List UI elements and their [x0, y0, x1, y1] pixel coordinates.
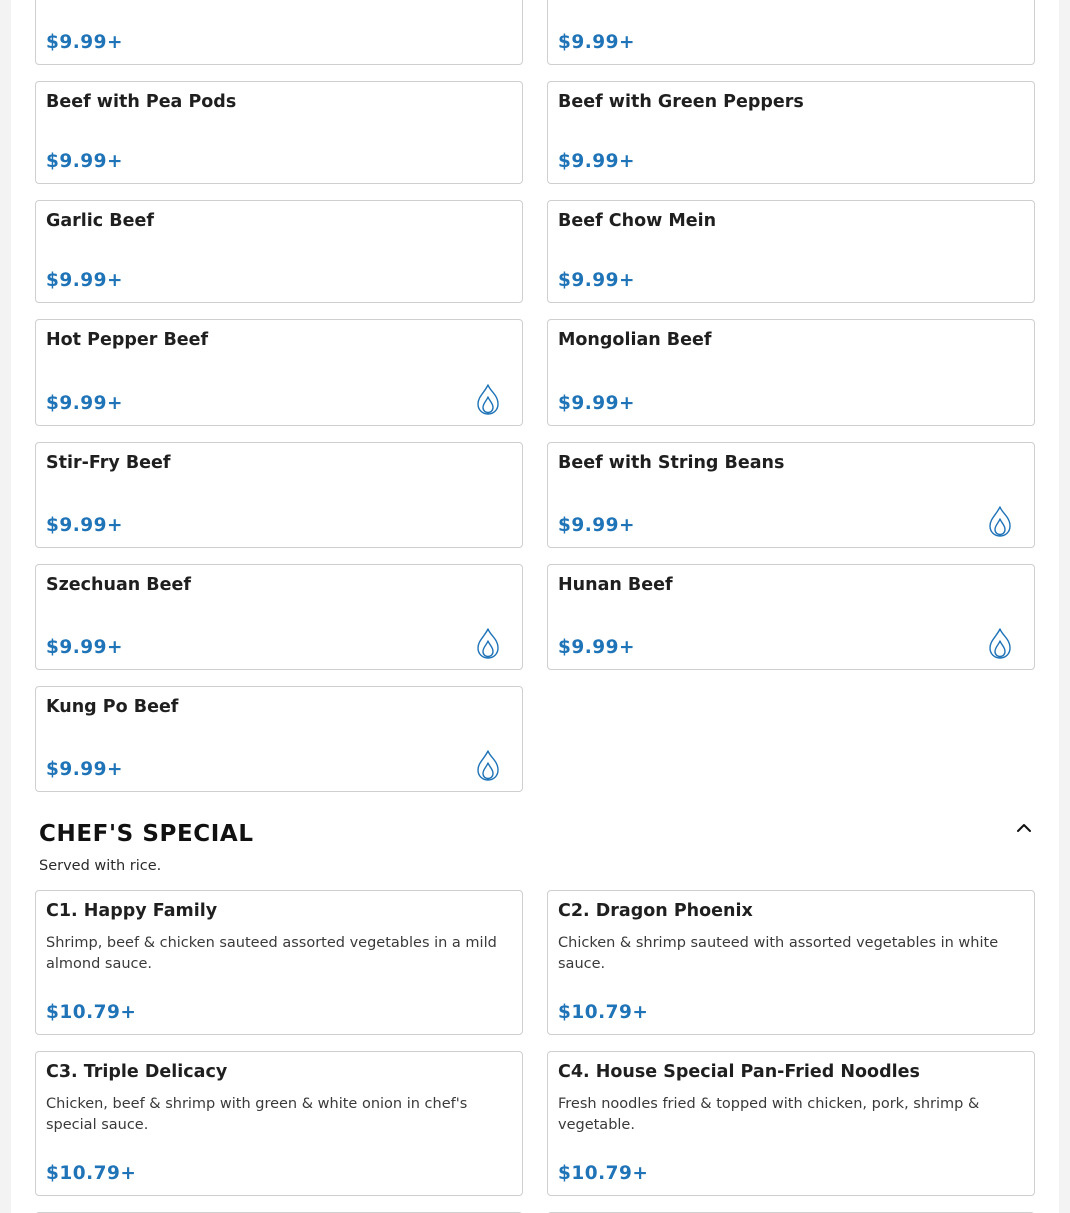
- menu-item-card[interactable]: [547, 890, 1035, 1035]
- item-name: C3. Triple Delicacy: [46, 1062, 228, 1082]
- item-name: C4. House Special Pan-Fried Noodles: [558, 1062, 920, 1082]
- menu-item-card[interactable]: [35, 1051, 523, 1196]
- item-price: $9.99+: [558, 393, 636, 414]
- item-name: Garlic Beef: [46, 211, 154, 231]
- flame-icon: [474, 749, 502, 782]
- menu-item-card[interactable]: [35, 319, 523, 426]
- item-price: $9.99+: [558, 637, 636, 658]
- menu-item-card[interactable]: [547, 442, 1035, 548]
- item-price: $9.99+: [46, 515, 124, 536]
- item-price: $10.79+: [558, 1002, 649, 1023]
- item-name: Szechuan Beef: [46, 575, 191, 595]
- flame-icon: [474, 383, 502, 416]
- menu-item-card[interactable]: [547, 81, 1035, 184]
- menu-item-card[interactable]: [547, 1051, 1035, 1196]
- item-price: $10.79+: [46, 1002, 137, 1023]
- beef-items-grid: [35, 0, 1034, 792]
- menu-item-card[interactable]: [35, 0, 523, 65]
- item-name: C1. Happy Family: [46, 901, 218, 921]
- item-description: Chicken, beef & shrimp with green & white onion in chef's special sauce.: [46, 1096, 468, 1133]
- item-price: $10.79+: [46, 1163, 137, 1184]
- item-price: $9.99+: [46, 151, 124, 172]
- item-name: Beef with Green Peppers: [558, 92, 804, 112]
- menu-item-card[interactable]: [547, 200, 1035, 303]
- item-price: $9.99+: [558, 515, 636, 536]
- section-subtitle: Served with rice.: [39, 858, 162, 874]
- item-price: $9.99+: [46, 393, 124, 414]
- chevron-up-icon[interactable]: [1014, 818, 1034, 838]
- item-name: Beef Chow Mein: [558, 211, 717, 231]
- flame-icon: [474, 627, 502, 660]
- menu-item-card[interactable]: [35, 564, 523, 670]
- item-description: Fresh noodles fried & topped with chicken, pork, shrimp & vegetable.: [558, 1096, 980, 1133]
- item-name: Hot Pepper Beef: [46, 330, 209, 350]
- menu-item-card[interactable]: [35, 890, 523, 1035]
- menu-item-card[interactable]: [547, 0, 1035, 65]
- item-price: $9.99+: [558, 270, 636, 291]
- menu-item-card[interactable]: [547, 564, 1035, 670]
- item-name: Beef with String Beans: [558, 453, 785, 473]
- item-price: $9.99+: [558, 151, 636, 172]
- menu-item-card[interactable]: [35, 442, 523, 548]
- menu-item-card[interactable]: [35, 686, 523, 792]
- item-description: Chicken & shrimp sauteed with assorted vegetables in white sauce.: [558, 935, 999, 972]
- chefs-special-grid: [35, 890, 1034, 1213]
- flame-icon: [986, 627, 1014, 660]
- item-price: $9.99+: [558, 32, 636, 53]
- section-title: CHEF'S SPECIAL: [39, 821, 254, 847]
- item-name: C2. Dragon Phoenix: [558, 901, 753, 921]
- item-name: Hunan Beef: [558, 575, 673, 595]
- menu-item-card[interactable]: [35, 81, 523, 184]
- item-price: $9.99+: [46, 759, 124, 780]
- item-name: Beef with Pea Pods: [46, 92, 237, 112]
- item-price: $9.99+: [46, 270, 124, 291]
- menu-item-card[interactable]: [35, 200, 523, 303]
- item-price: $10.79+: [558, 1163, 649, 1184]
- menu-page: [11, 0, 1059, 1213]
- item-price: $9.99+: [46, 32, 124, 53]
- menu-item-card[interactable]: [547, 319, 1035, 426]
- chefs-special-header: [39, 818, 1034, 888]
- item-price: $9.99+: [46, 637, 124, 658]
- item-description: Shrimp, beef & chicken sauteed assorted vegetables in a mild almond sauce.: [46, 935, 497, 972]
- item-name: Kung Po Beef: [46, 697, 179, 717]
- flame-icon: [986, 505, 1014, 538]
- item-name: Stir-Fry Beef: [46, 453, 171, 473]
- item-name: Mongolian Beef: [558, 330, 712, 350]
